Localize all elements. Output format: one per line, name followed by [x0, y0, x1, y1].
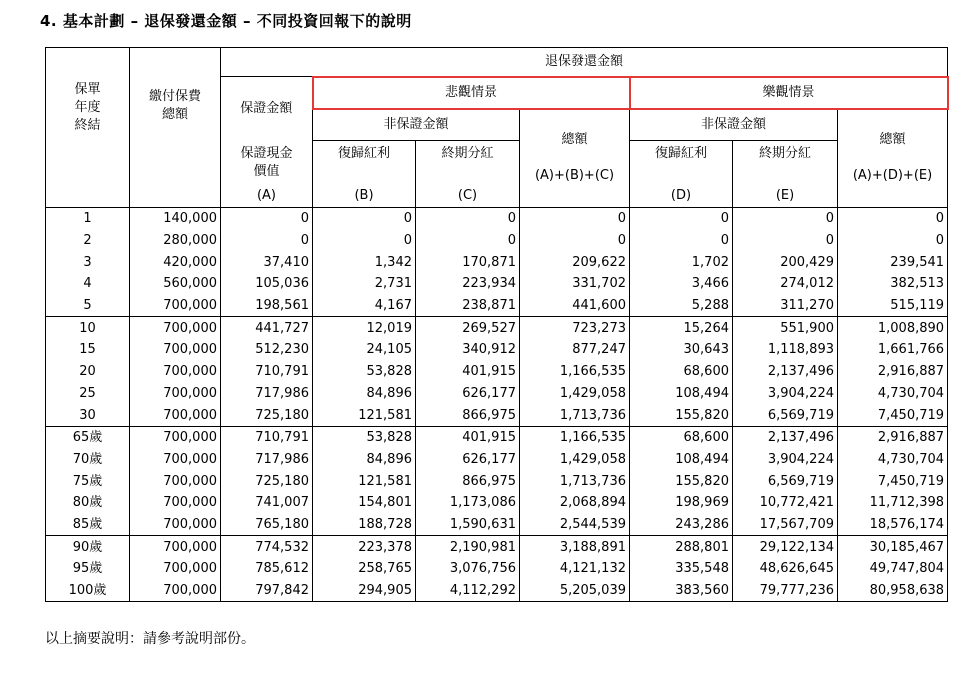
pessimistic-total-cell: 1,713,736	[520, 404, 630, 426]
pessimistic-non-guaranteed-header: 非保證金額	[313, 109, 520, 141]
premiums-paid-cell: 700,000	[130, 404, 221, 426]
pessimistic-terminal-dividend-header: 終期分紅	[416, 141, 520, 186]
premiums-paid-cell: 700,000	[130, 558, 221, 580]
pessimistic-terminal-dividend-cell: 238,871	[416, 295, 520, 317]
table-row	[46, 580, 948, 602]
pessimistic-terminal-dividend-cell: 3,076,756	[416, 558, 520, 580]
optimistic-total-cell: 30,185,467	[838, 536, 948, 558]
table-row	[46, 317, 948, 339]
guaranteed-cash-value-cell: 765,180	[221, 514, 313, 536]
policy-year-cell: 15	[46, 339, 130, 361]
column-letter-b: (B)	[313, 185, 416, 208]
column-letter-d: (D)	[630, 185, 733, 208]
guaranteed-cash-value-cell: 774,532	[221, 536, 313, 558]
optimistic-terminal-dividend-cell: 29,122,134	[733, 536, 838, 558]
policy-year-cell: 95歲	[46, 558, 130, 580]
table-row	[46, 492, 948, 514]
premiums-paid-cell: 700,000	[130, 339, 221, 361]
guaranteed-cash-value-cell: 717,986	[221, 449, 313, 471]
pessimistic-total-cell: 2,544,539	[520, 514, 630, 536]
optimistic-total-header: 總額 (A)+(D)+(E)	[838, 109, 948, 208]
pessimistic-reversionary-bonus-cell: 24,105	[313, 339, 416, 361]
table-row	[46, 514, 948, 536]
guaranteed-cash-value-cell: 710,791	[221, 361, 313, 383]
guaranteed-cash-value-cell: 725,180	[221, 470, 313, 492]
premiums-paid-cell: 700,000	[130, 580, 221, 602]
optimistic-terminal-dividend-cell: 274,012	[733, 273, 838, 295]
table-row	[46, 449, 948, 471]
pessimistic-reversionary-bonus-cell: 0	[313, 230, 416, 252]
optimistic-terminal-dividend-cell: 3,904,224	[733, 383, 838, 405]
pessimistic-total-cell: 1,429,058	[520, 449, 630, 471]
optimistic-reversionary-bonus-cell: 0	[630, 208, 733, 230]
guaranteed-cash-value-cell: 198,561	[221, 295, 313, 317]
policy-year-cell: 90歲	[46, 536, 130, 558]
premiums-paid-cell: 700,000	[130, 492, 221, 514]
table-row	[46, 208, 948, 230]
optimistic-terminal-dividend-cell: 551,900	[733, 317, 838, 339]
optimistic-total-cell: 1,008,890	[838, 317, 948, 339]
guaranteed-cash-value-cell: 37,410	[221, 251, 313, 273]
optimistic-total-cell: 0	[838, 208, 948, 230]
optimistic-total-cell: 239,541	[838, 251, 948, 273]
column-letter-c: (C)	[416, 185, 520, 208]
optimistic-terminal-dividend-cell: 2,137,496	[733, 361, 838, 383]
page-title: 4. 基本計劃 – 退保發還金額 – 不同投資回報下的說明	[40, 12, 412, 30]
optimistic-total-cell: 4,730,704	[838, 449, 948, 471]
optimistic-total-cell: 49,747,804	[838, 558, 948, 580]
pessimistic-terminal-dividend-cell: 269,527	[416, 317, 520, 339]
optimistic-terminal-dividend-cell: 17,567,709	[733, 514, 838, 536]
optimistic-terminal-dividend-cell: 3,904,224	[733, 449, 838, 471]
pessimistic-terminal-dividend-cell: 866,975	[416, 404, 520, 426]
premiums-paid-cell: 560,000	[130, 273, 221, 295]
surrender-value-table	[45, 47, 949, 602]
table-header	[46, 48, 948, 208]
optimistic-reversionary-bonus-cell: 5,288	[630, 295, 733, 317]
optimistic-terminal-dividend-cell: 6,569,719	[733, 470, 838, 492]
optimistic-reversionary-bonus-cell: 155,820	[630, 470, 733, 492]
pessimistic-reversionary-bonus-cell: 0	[313, 208, 416, 230]
pessimistic-total-cell: 1,429,058	[520, 383, 630, 405]
optimistic-terminal-dividend-cell: 1,118,893	[733, 339, 838, 361]
premiums-paid-cell: 140,000	[130, 208, 221, 230]
table-row	[46, 536, 948, 558]
optimistic-terminal-dividend-cell: 10,772,421	[733, 492, 838, 514]
optimistic-terminal-dividend-cell: 0	[733, 230, 838, 252]
policy-year-cell: 25	[46, 383, 130, 405]
table-row	[46, 426, 948, 448]
pessimistic-reversionary-bonus-cell: 4,167	[313, 295, 416, 317]
premiums-paid-cell: 700,000	[130, 536, 221, 558]
column-letter-e: (E)	[733, 185, 838, 208]
pessimistic-terminal-dividend-cell: 401,915	[416, 426, 520, 448]
policy-year-cell: 10	[46, 317, 130, 339]
optimistic-terminal-dividend-cell: 2,137,496	[733, 426, 838, 448]
premiums-paid-cell: 280,000	[130, 230, 221, 252]
table-row	[46, 361, 948, 383]
optimistic-reversionary-bonus-cell: 243,286	[630, 514, 733, 536]
pessimistic-reversionary-bonus-cell: 121,581	[313, 404, 416, 426]
pessimistic-total-cell: 3,188,891	[520, 536, 630, 558]
optimistic-terminal-dividend-cell: 79,777,236	[733, 580, 838, 602]
table-row	[46, 273, 948, 295]
pessimistic-total-cell: 0	[520, 208, 630, 230]
table-row	[46, 383, 948, 405]
pessimistic-total-cell: 877,247	[520, 339, 630, 361]
pessimistic-terminal-dividend-cell: 340,912	[416, 339, 520, 361]
pessimistic-terminal-dividend-cell: 170,871	[416, 251, 520, 273]
table-row	[46, 339, 948, 361]
policy-year-cell: 1	[46, 208, 130, 230]
optimistic-reversionary-bonus-cell: 108,494	[630, 449, 733, 471]
pessimistic-reversionary-bonus-cell: 258,765	[313, 558, 416, 580]
pessimistic-total-cell: 1,713,736	[520, 470, 630, 492]
optimistic-reversionary-bonus-cell: 0	[630, 230, 733, 252]
guaranteed-cash-value-cell: 0	[221, 208, 313, 230]
policy-year-cell: 70歲	[46, 449, 130, 471]
optimistic-reversionary-bonus-cell: 30,643	[630, 339, 733, 361]
pessimistic-terminal-dividend-cell: 0	[416, 230, 520, 252]
pessimistic-reversionary-bonus-cell: 294,905	[313, 580, 416, 602]
policy-year-cell: 3	[46, 251, 130, 273]
guaranteed-cash-value-cell: 512,230	[221, 339, 313, 361]
guaranteed-cash-value-cell: 741,007	[221, 492, 313, 514]
optimistic-total-cell: 4,730,704	[838, 383, 948, 405]
pessimistic-reversionary-bonus-cell: 188,728	[313, 514, 416, 536]
pessimistic-total-cell: 0	[520, 230, 630, 252]
optimistic-reversionary-bonus-cell: 155,820	[630, 404, 733, 426]
optimistic-reversionary-bonus-cell: 1,702	[630, 251, 733, 273]
premiums-paid-cell: 700,000	[130, 383, 221, 405]
guaranteed-cash-value-cell: 725,180	[221, 404, 313, 426]
pessimistic-terminal-dividend-cell: 866,975	[416, 470, 520, 492]
policy-year-cell: 20	[46, 361, 130, 383]
policy-year-cell: 85歲	[46, 514, 130, 536]
pessimistic-reversionary-bonus-cell: 84,896	[313, 449, 416, 471]
pessimistic-terminal-dividend-cell: 626,177	[416, 449, 520, 471]
pessimistic-reversionary-bonus-cell: 223,378	[313, 536, 416, 558]
optimistic-total-cell: 2,916,887	[838, 361, 948, 383]
pessimistic-terminal-dividend-cell: 2,190,981	[416, 536, 520, 558]
optimistic-reversionary-bonus-cell: 335,548	[630, 558, 733, 580]
table-row	[46, 558, 948, 580]
guaranteed-cash-value-cell: 785,612	[221, 558, 313, 580]
premiums-paid-cell: 700,000	[130, 514, 221, 536]
pessimistic-total-cell: 2,068,894	[520, 492, 630, 514]
pessimistic-terminal-dividend-cell: 626,177	[416, 383, 520, 405]
table-row	[46, 251, 948, 273]
optimistic-terminal-dividend-header: 終期分紅	[733, 141, 838, 186]
optimistic-total-cell: 7,450,719	[838, 404, 948, 426]
policy-year-cell: 5	[46, 295, 130, 317]
optimistic-reversionary-bonus-cell: 3,466	[630, 273, 733, 295]
guaranteed-cash-value-cell: 717,986	[221, 383, 313, 405]
pessimistic-total-cell: 1,166,535	[520, 426, 630, 448]
guaranteed-cash-value-cell: 710,791	[221, 426, 313, 448]
pessimistic-total-header: 總額 (A)+(B)+(C)	[520, 109, 630, 208]
column-letter-a: (A)	[221, 185, 313, 208]
optimistic-reversionary-bonus-cell: 288,801	[630, 536, 733, 558]
pessimistic-terminal-dividend-cell: 401,915	[416, 361, 520, 383]
optimistic-terminal-dividend-cell: 311,270	[733, 295, 838, 317]
optimistic-total-cell: 515,119	[838, 295, 948, 317]
guaranteed-header: 保證金額	[221, 77, 313, 141]
pessimistic-total-cell: 4,121,132	[520, 558, 630, 580]
pessimistic-total-cell: 441,600	[520, 295, 630, 317]
pessimistic-terminal-dividend-cell: 4,112,292	[416, 580, 520, 602]
policy-year-cell: 75歲	[46, 470, 130, 492]
surrender-value-table-container	[45, 47, 947, 602]
optimistic-reversionary-bonus-cell: 383,560	[630, 580, 733, 602]
optimistic-reversionary-bonus-cell: 68,600	[630, 426, 733, 448]
policy-year-end-header: 保單 年度 終結	[46, 48, 130, 208]
pessimistic-scenario-header: 悲觀情景	[313, 77, 630, 109]
policy-year-cell: 4	[46, 273, 130, 295]
footer-note: 以上摘要說明：請參考說明部份。	[45, 631, 255, 647]
optimistic-reversionary-bonus-header: 復歸紅利	[630, 141, 733, 186]
policy-year-cell: 2	[46, 230, 130, 252]
surrender-value-header: 退保發還金額	[221, 48, 948, 77]
table-body	[46, 208, 948, 602]
optimistic-total-cell: 2,916,887	[838, 426, 948, 448]
optimistic-reversionary-bonus-cell: 15,264	[630, 317, 733, 339]
optimistic-reversionary-bonus-cell: 68,600	[630, 361, 733, 383]
table-row	[46, 295, 948, 317]
premiums-paid-header: 繳付保費 總額	[130, 48, 221, 208]
pessimistic-reversionary-bonus-cell: 53,828	[313, 426, 416, 448]
pessimistic-reversionary-bonus-cell: 121,581	[313, 470, 416, 492]
pessimistic-reversionary-bonus-cell: 1,342	[313, 251, 416, 273]
premiums-paid-cell: 700,000	[130, 449, 221, 471]
optimistic-terminal-dividend-cell: 6,569,719	[733, 404, 838, 426]
optimistic-reversionary-bonus-cell: 198,969	[630, 492, 733, 514]
optimistic-non-guaranteed-header: 非保證金額	[630, 109, 838, 141]
pessimistic-total-cell: 1,166,535	[520, 361, 630, 383]
guaranteed-cash-value-cell: 0	[221, 230, 313, 252]
pessimistic-reversionary-bonus-cell: 154,801	[313, 492, 416, 514]
table-row	[46, 470, 948, 492]
optimistic-total-cell: 18,576,174	[838, 514, 948, 536]
policy-year-cell: 30	[46, 404, 130, 426]
pessimistic-terminal-dividend-cell: 0	[416, 208, 520, 230]
optimistic-reversionary-bonus-cell: 108,494	[630, 383, 733, 405]
pessimistic-total-cell: 209,622	[520, 251, 630, 273]
optimistic-total-cell: 0	[838, 230, 948, 252]
table-row	[46, 230, 948, 252]
premiums-paid-cell: 420,000	[130, 251, 221, 273]
pessimistic-terminal-dividend-cell: 1,590,631	[416, 514, 520, 536]
premiums-paid-cell: 700,000	[130, 317, 221, 339]
policy-year-cell: 80歲	[46, 492, 130, 514]
pessimistic-reversionary-bonus-cell: 84,896	[313, 383, 416, 405]
pessimistic-reversionary-bonus-cell: 12,019	[313, 317, 416, 339]
optimistic-total-cell: 382,513	[838, 273, 948, 295]
guaranteed-cash-value-header: 保證現金 價值	[221, 141, 313, 186]
optimistic-total-cell: 7,450,719	[838, 470, 948, 492]
pessimistic-reversionary-bonus-header: 復歸紅利	[313, 141, 416, 186]
optimistic-total-cell: 1,661,766	[838, 339, 948, 361]
policy-year-cell: 100歲	[46, 580, 130, 602]
pessimistic-terminal-dividend-cell: 223,934	[416, 273, 520, 295]
optimistic-total-cell: 80,958,638	[838, 580, 948, 602]
table-row	[46, 404, 948, 426]
pessimistic-total-cell: 331,702	[520, 273, 630, 295]
optimistic-terminal-dividend-cell: 200,429	[733, 251, 838, 273]
pessimistic-total-cell: 723,273	[520, 317, 630, 339]
premiums-paid-cell: 700,000	[130, 470, 221, 492]
optimistic-scenario-header: 樂觀情景	[630, 77, 948, 109]
guaranteed-cash-value-cell: 441,727	[221, 317, 313, 339]
optimistic-terminal-dividend-cell: 48,626,645	[733, 558, 838, 580]
pessimistic-reversionary-bonus-cell: 53,828	[313, 361, 416, 383]
premiums-paid-cell: 700,000	[130, 361, 221, 383]
optimistic-total-cell: 11,712,398	[838, 492, 948, 514]
guaranteed-cash-value-cell: 105,036	[221, 273, 313, 295]
pessimistic-total-cell: 5,205,039	[520, 580, 630, 602]
optimistic-terminal-dividend-cell: 0	[733, 208, 838, 230]
pessimistic-terminal-dividend-cell: 1,173,086	[416, 492, 520, 514]
pessimistic-reversionary-bonus-cell: 2,731	[313, 273, 416, 295]
premiums-paid-cell: 700,000	[130, 426, 221, 448]
policy-year-cell: 65歲	[46, 426, 130, 448]
premiums-paid-cell: 700,000	[130, 295, 221, 317]
guaranteed-cash-value-cell: 797,842	[221, 580, 313, 602]
